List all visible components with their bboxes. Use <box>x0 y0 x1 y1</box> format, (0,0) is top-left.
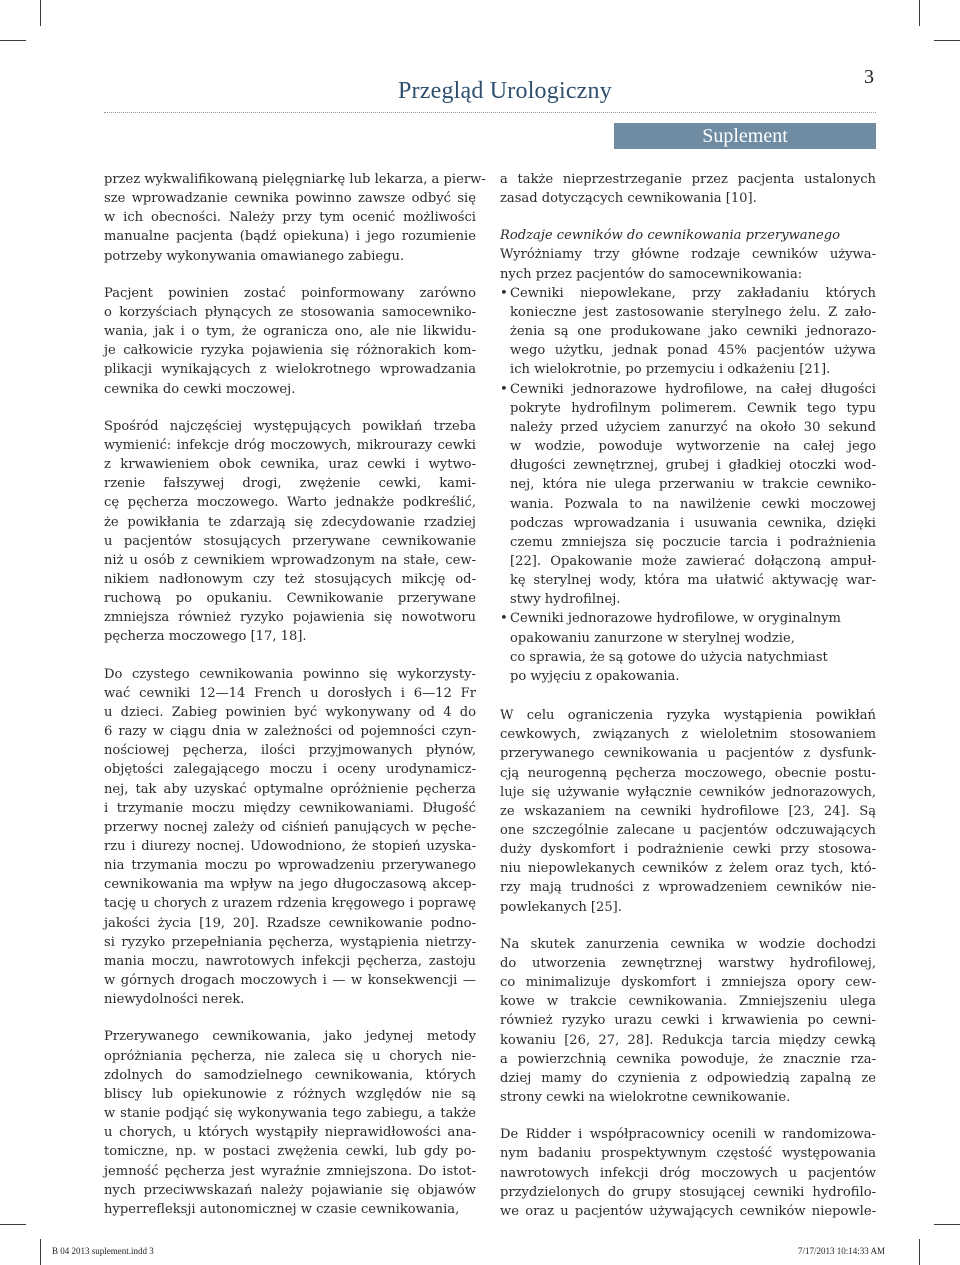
text-line: wać cewniki 12—14 French u dorosłych i 6—12 Fr <box>104 685 476 701</box>
text-line: 6 razy w ciągu dnia w zależności od pojemności czyn- <box>104 724 476 740</box>
text-line: ze wskazaniem na cewniki hydrofilowe [23, 24]. Są <box>500 803 876 819</box>
text-line: długości zewnętrznej, grubej i gładkiej otoczki wod- <box>510 458 876 474</box>
text-line: co sprawia, że są gotowe do użycia natychmiast <box>510 649 828 665</box>
crop-mark <box>919 0 920 26</box>
bullet-marker: • <box>500 381 508 397</box>
journal-title: Przegląd Urologiczny <box>398 78 612 104</box>
text-line: przydzielonych do grupy stosującej cewniki hydrofilo- <box>500 1184 876 1200</box>
text-line: mania moczu, nawrotowych infekcji pęcherza, zastoju <box>104 953 476 969</box>
text-line: przerywanego cewnikowania u pacjentów z dysfunk- <box>500 746 876 762</box>
text-line: Cewniki niepowlekane, przy zakładaniu których <box>510 285 876 301</box>
text-line: Przerywanego cewnikowania, jako jedynej metody <box>104 1029 476 1045</box>
text-line: sze wprowadzanie cewnika powinno zawsze odbyć się <box>104 191 476 207</box>
text-line: ich wielokrotnie, po przemyciu i odkażeniu [21]. <box>510 362 831 378</box>
text-line: konieczne jest zastosowanie sterylnego żelu. Z zało- <box>510 304 876 320</box>
text-line: niż u osób z cewnikiem wprowadzonym na stałe, cew- <box>104 552 476 568</box>
text-line: duży dyskomfort i podrażnienie cewki przy stosowa- <box>500 842 876 858</box>
page-number: 3 <box>864 66 874 88</box>
text-line: cewkowych, związanych z wieloletnim stosowaniem <box>500 727 876 743</box>
text-line: one szczególnie zalecane u pacjentów odczuwających <box>500 823 876 838</box>
text-line: je całkowicie ryzyka pojawienia się różnorakich kom- <box>104 343 476 359</box>
text-line: a powierzchnią cewnika powoduje, że znacznie rza- <box>500 1051 876 1067</box>
text-line: cewnikowania ma wpływ na jego długoczasową akcep- <box>104 877 476 893</box>
text-line: w stanie podjąć się wykonywania tego zabiegu, a także <box>104 1106 476 1122</box>
header-rule <box>104 112 876 113</box>
list-item-text <box>510 609 876 686</box>
text-line: wymienić: infekcje dróg moczowych, mikrourazy cewki <box>104 437 476 453</box>
text-line: nej, tak aby uzyskać optymalne opróżnienie pęcherza <box>104 781 476 797</box>
list-item <box>500 609 876 686</box>
text-line: Wyróżniamy trzy główne rodzaje cewników używa- <box>500 247 876 263</box>
bullet-marker: • <box>500 611 508 627</box>
text-line: opakowaniu zanurzone w sterylnej wodzie, <box>510 630 795 646</box>
text-line: Spośród najczęściej występujących powikłań trzeba <box>104 418 476 434</box>
paragraph <box>500 245 876 283</box>
paragraph <box>104 1027 476 1219</box>
list-item <box>500 380 876 610</box>
text-line: jakości życia [19, 20]. Rzadsze cewnikowanie podno- <box>104 915 476 931</box>
left-column <box>104 170 486 1237</box>
text-line: kę sterylnej wody, która ma ułatwić aktywację war- <box>510 573 876 589</box>
text-line: W celu ograniczenia ryzyka wystąpienia powikłań <box>500 708 876 724</box>
list-item-text <box>510 284 876 380</box>
text-line: ruchową po opukaniu. Cewnikowanie przerywane <box>104 591 476 607</box>
bullet-marker: • <box>500 285 508 301</box>
text-line: w górnych drogach moczowych i — w konsekwencji — <box>104 973 476 989</box>
text-line: niu niepowlekanych cewników z żelem oraz tych, któ- <box>500 861 876 877</box>
text-line: plikacji wynikających z wielokrotnego wprowadzania <box>104 362 476 378</box>
paragraph <box>500 935 876 1107</box>
section-subheading: Rodzaje cewników do cewnikowania przerywanego <box>500 228 841 244</box>
paragraph <box>104 417 476 647</box>
text-line: co minimalizuje dyskomfort i zmniejsza opory cew- <box>500 975 876 991</box>
text-line: że powikłania te zdarzają się zdecydowanie rzadziej <box>104 514 476 530</box>
text-line: rzenie fałszywej drogi, zwężenie cewki, kami- <box>104 476 476 492</box>
text-line: Na skutek zanurzenia cewnika w wodzie dochodzi <box>500 936 876 952</box>
text-line: cę pęcherza moczowego. Warto jednakże podkreślić, <box>104 495 476 511</box>
text-line: Cewniki jednorazowe hydrofilowe, w oryginalnym <box>510 611 841 627</box>
text-line: tację u chorych z urazem rdzenia kręgowego i poprawę <box>104 896 476 912</box>
text-line: potrzeby wykonywania omawianego zabiegu. <box>104 248 405 264</box>
text-line: hyperrefleksji autonomicznej w czasie cewnikowania, <box>104 1201 460 1217</box>
text-line: wego użytku, jednak ponad 45% pacjentów używa <box>510 343 876 359</box>
text-line: cją neurogenną pęcherza moczowego, obecnie postu- <box>500 765 876 781</box>
text-line: po wyjęciu z opakowania. <box>510 668 680 684</box>
text-line: kowe w trakcie cewnikowania. Zmniejszeniu ulega <box>500 994 876 1010</box>
text-line: Cewniki jednorazowe hydrofilowe, na całej długości <box>510 381 876 397</box>
text-line: nościowej pęcherza, ilości przyjmowanych płynów, <box>104 743 476 759</box>
text-line: zdolnych do samodzielnego cewnikowania, których <box>104 1067 476 1083</box>
text-line: opróżniania pęcherza, nie zaleca się u chorych nie- <box>104 1048 476 1064</box>
text-line: przerwy nocnej zależy od ciśnień panujących w pęche- <box>104 819 476 835</box>
crop-mark <box>0 1224 26 1225</box>
text-line: u dzieci. Zabieg powinien być wykonywany od 4 do <box>104 704 476 720</box>
text-line: luje się używanie wyłącznie cewników jednorazowych, <box>500 784 876 800</box>
supplement-tab: Suplement <box>614 123 876 149</box>
text-line: kowaniu [26, 27, 28]. Redukcja tarcia między cewką <box>500 1032 876 1048</box>
text-line: strony cewki na wielokrotne cewnikowanie. <box>500 1090 791 1106</box>
text-line: si ryzyko przepełniania pęcherza, wystąpienia nietrzy- <box>104 934 476 950</box>
crop-mark <box>0 40 26 41</box>
text-line: niewydolności nerek. <box>104 992 245 1008</box>
crop-mark <box>934 40 960 41</box>
text-line: nej, która nie ulega przerwaniu w trakcie cewniko- <box>510 477 876 493</box>
text-line: De Ridder i współpracownicy ocenili w randomizowa- <box>500 1127 876 1143</box>
paragraph <box>500 1125 876 1221</box>
text-line: powlekanych [25]. <box>500 899 622 915</box>
list-item-text <box>510 380 876 610</box>
text-line: nym badaniu prospektywnym częstość występowania <box>500 1146 876 1162</box>
crop-mark <box>40 0 41 26</box>
text-line: w wodzie, powoduje wytworzenie na całej jego <box>510 439 876 455</box>
text-line: dziej mamy do czynienia z odpowiedzią zapalną ze <box>500 1070 876 1086</box>
paragraph <box>104 284 476 399</box>
text-line: czemu zmniejsza się poczucie tarcia i podrażnienia <box>510 534 876 550</box>
text-line: cewnika do cewki moczowej. <box>104 381 296 397</box>
text-line: objętości zalegającego moczu i oceny urodynamicz- <box>104 762 476 778</box>
text-line: podczas wprowadzania i usuwania cewnika, dzięki <box>510 515 876 531</box>
right-column <box>500 170 876 1239</box>
text-line: rzu i diurezy nocnej. Udowodniono, że stopień uzyska- <box>104 839 476 854</box>
text-line: bliscy lub opiekunowie z różnych względów nie są <box>104 1086 476 1102</box>
text-line: wania, jak i o tym, że ogranicza ono, ale nie likwidu- <box>104 324 476 340</box>
catheter-types-list <box>500 284 876 686</box>
text-line: przez wykwalifikowaną pielęgniarkę lub lekarza, a pierw- <box>104 172 486 187</box>
paragraph <box>500 170 876 208</box>
text-line: manualne pacjenta (bądź opiekuna) i jego rozumienie <box>104 229 476 245</box>
crop-mark <box>919 1239 920 1265</box>
text-line: a także nieprzestrzeganie przez pacjenta ustalonych <box>500 172 876 187</box>
paragraph <box>104 665 476 1010</box>
text-line: nikiem nadłonowym czy też stosujących mikcję od- <box>104 571 476 587</box>
text-line: z krwawieniem obok cewnika, uraz cewki i wytwo- <box>104 457 476 473</box>
text-line: i trzymanie moczu między cewnikowaniami. Długość <box>104 800 476 816</box>
text-line: Do czystego cewnikowania powinno się wykorzysty- <box>104 666 476 682</box>
text-line: we oraz u pacjentów używających cewników niepowle- <box>500 1203 876 1219</box>
text-line: u pacjentów stosujących przerywane cewnikowanie <box>104 533 476 549</box>
text-line: zmniejsza również ryzyko pojawienia się nowotworu <box>104 610 476 626</box>
text-line: żenia są one produkowane jako cewniki jednorazo- <box>510 324 876 340</box>
text-line: pokryte hydrofilnym polimerem. Cewnik tego typu <box>510 400 876 416</box>
text-line: również ryzyko urazu cewki i krwawienia po cewni- <box>500 1013 876 1029</box>
text-line: pęcherza moczowego [17, 18]. <box>104 629 307 645</box>
text-line: u chorych, u których wystąpiły nieprawidłowości ana- <box>104 1125 476 1141</box>
text-line: wania. Pozwala to na nawilżenie cewki moczowej <box>510 496 876 512</box>
paragraph <box>104 170 486 266</box>
text-line: stwy hydrofilnej. <box>510 592 621 608</box>
text-line: do utworzenia zewnętrznej warstwy hydrofilowej, <box>500 955 876 971</box>
text-line: [22]. Opakowanie może zawierać dołączoną ampuł- <box>510 553 876 569</box>
list-item <box>500 284 876 380</box>
text-line: nawrotowych infekcji dróg moczowych u pacjentów <box>500 1165 876 1181</box>
text-line: Pacjent powinien zostać poinformowany zarówno <box>104 285 476 301</box>
text-line: nia trzymania moczu po wprowadzeniu przerywanego <box>104 858 476 874</box>
text-line: o korzyściach płynących ze stosowania samocewniko- <box>104 304 476 320</box>
footer-file-info: B 04 2013 suplement.indd 3 <box>52 1246 154 1256</box>
footer-timestamp: 7/17/2013 10:14:33 AM <box>798 1246 886 1256</box>
text-line: jemność pęcherza jest wyraźnie zmniejszona. Do istot- <box>104 1163 476 1179</box>
text-line: zasad dotyczących cewnikowania [10]. <box>500 191 757 207</box>
text-line: nych przeciwwskazań należy pojawianie się objawów <box>104 1182 476 1198</box>
text-line: rzy mają trudności z wprowadzeniem cewników nie- <box>500 880 876 896</box>
text-line: w ich obecności. Należy przy tym ocenić możliwości <box>104 210 476 226</box>
text-line: nych przez pacjentów do samocewnikowania: <box>500 266 803 282</box>
text-line: należy przed użyciem zanurzyć na około 30 sekund <box>510 419 876 435</box>
crop-mark <box>40 1239 41 1265</box>
paragraph <box>500 706 876 917</box>
crop-mark <box>934 1224 960 1225</box>
text-line: tomiczne, np. w postaci zwężenia cewki, lub gdy po- <box>104 1144 476 1160</box>
